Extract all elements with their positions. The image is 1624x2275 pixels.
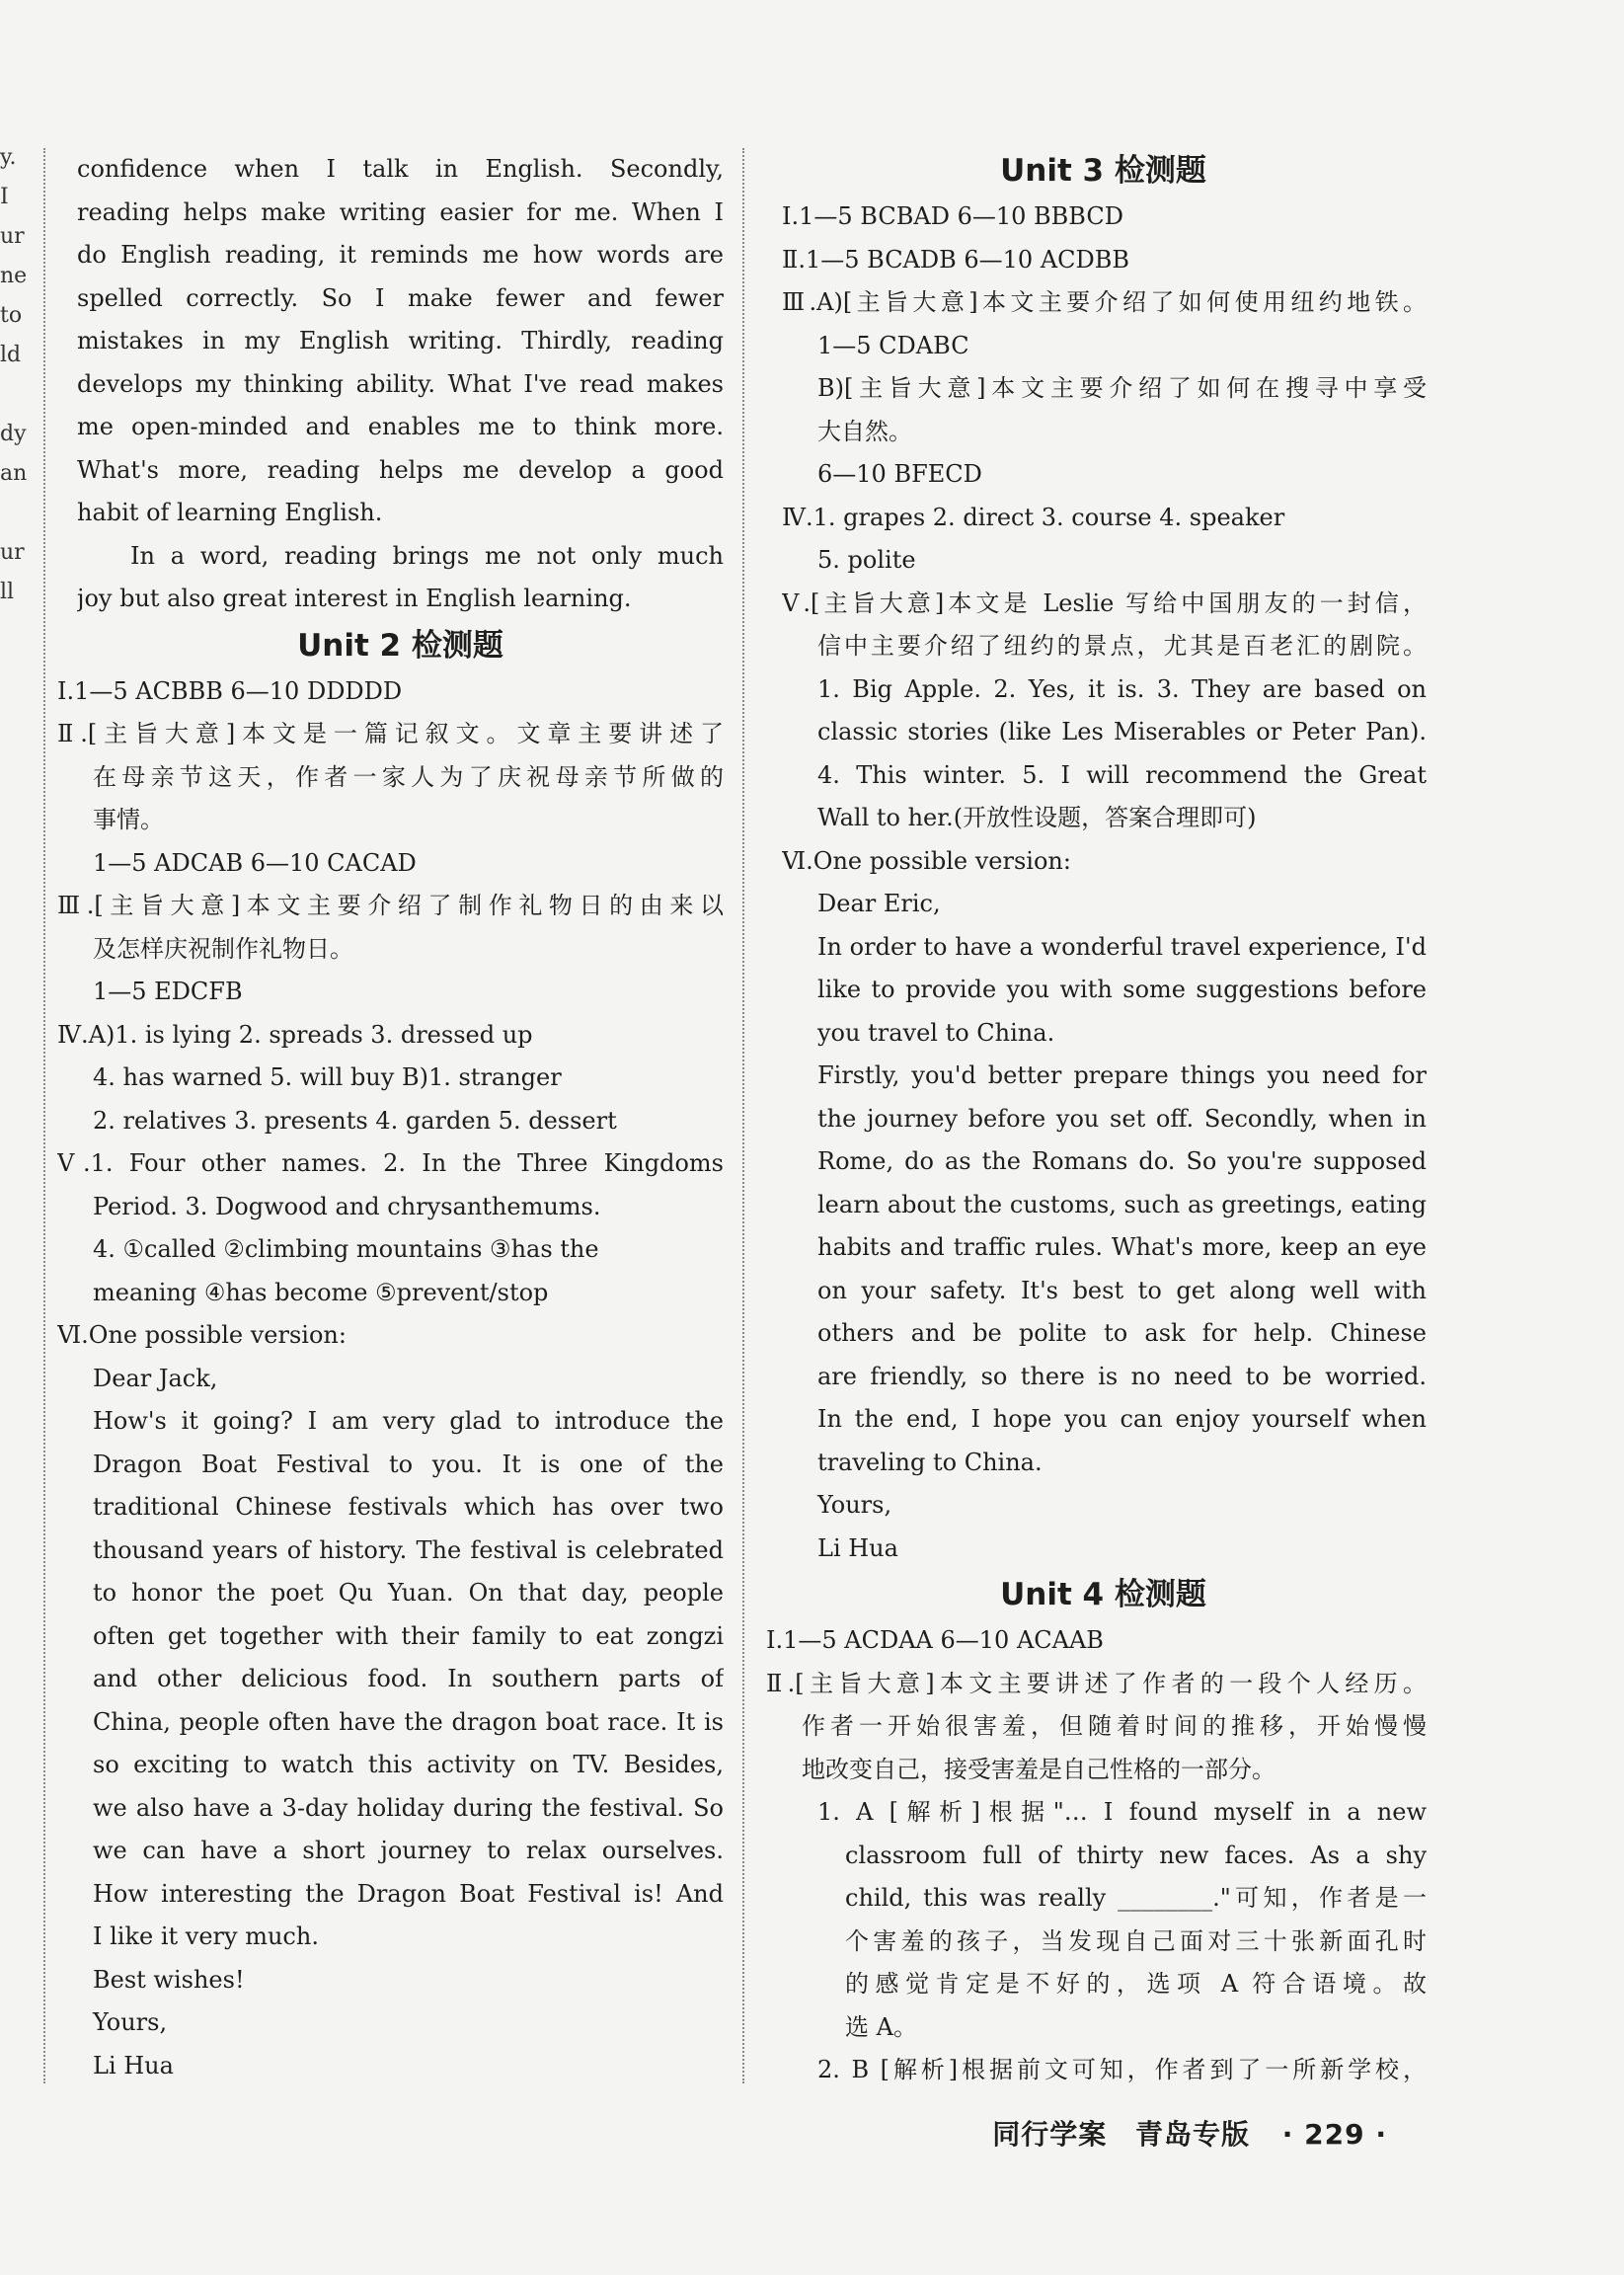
essay-line: joy but also great interest in English learning.	[77, 585, 632, 612]
answer-line: Ⅴ.1. Four other names. 2. In the Three Kingdoms	[57, 1149, 724, 1177]
answer-line: How interesting the Dragon Boat Festival is! And	[93, 1879, 724, 1908]
unit4-title: Unit 4 检测题	[1000, 1577, 1206, 1612]
answer-line: on your safety. It's best to get along well with	[817, 1276, 1427, 1304]
essay-line: habit of learning English.	[77, 499, 383, 526]
unit3-title: Unit 3 检测题	[1000, 153, 1206, 189]
clipped-edge-text	[0, 138, 28, 2113]
answer-line: Wall to her.(开放性设题，答案合理即可)	[817, 804, 1257, 831]
answer-line: Dragon Boat Festival to you. It is one of the	[93, 1450, 724, 1478]
answer-line: like to provide you with some suggestions before	[817, 976, 1427, 1003]
answer-line: you travel to China.	[817, 1018, 1055, 1047]
answer-line: 大自然。	[817, 417, 912, 445]
answer-line: 1—5 ADCAB 6—10 CACAD	[93, 848, 417, 877]
page-footer	[974, 2113, 1387, 2153]
answer-line: child, this was really ________."可知，作者是一	[845, 1884, 1427, 1912]
edge-fragment	[0, 494, 20, 533]
answer-line: 选 A。	[845, 2012, 917, 2041]
answer-line: Yours,	[93, 2008, 168, 2036]
answer-line: to honor the poet Qu Yuan. On that day, people	[93, 1579, 724, 1607]
edition-label: 青岛专版	[1135, 2118, 1251, 2151]
answer-line: Dear Jack,	[93, 1364, 218, 1392]
essay-line: In a word, reading brings me not only much	[130, 541, 724, 570]
column-divider	[742, 148, 744, 2083]
answer-line: thousand years of history. The festival is celebrated	[93, 1535, 724, 1564]
essay-line: mistakes in my English writing. Thirdly, reading	[77, 327, 724, 354]
answer-line: habits and traffic rules. What's more, keep an eye	[817, 1233, 1427, 1261]
answer-line: 的感觉肯定是不好的，选项 A 符合语境。故	[845, 1970, 1427, 1998]
unit2-title: Unit 2 检测题	[297, 627, 503, 664]
edge-fragment: ld	[0, 343, 22, 367]
answer-line: In the end, I hope you can enjoy yourself when	[817, 1405, 1427, 1433]
answer-line: 4. has warned 5. will buy B)1. stranger	[93, 1063, 562, 1091]
edge-fragment: ur	[0, 540, 25, 565]
answer-line: Ⅱ.[主旨大意]本文主要讲述了作者的一段个人经历。	[766, 1669, 1427, 1697]
edge-fragment: y.	[0, 145, 17, 170]
answer-line: 2. relatives 3. presents 4. garden 5. dessert	[93, 1106, 617, 1135]
answer-line: Ⅴ.[主旨大意]本文是 Leslie 写给中国朋友的一封信，	[782, 588, 1427, 617]
edge-fragment: to	[0, 303, 23, 328]
edge-fragment: dy	[0, 422, 27, 446]
left-margin-divider	[43, 148, 45, 2083]
answer-line: we can have a short journey to relax ourselves.	[93, 1837, 724, 1864]
answer-line: Li Hua	[817, 1533, 898, 1562]
answer-line: Firstly, you'd better prepare things you need for	[817, 1061, 1427, 1089]
answer-line: 1. A [解析]根据"… I found myself in a new	[817, 1798, 1427, 1826]
answer-line: traditional Chinese festivals which has over two	[93, 1493, 724, 1521]
right-column	[766, 148, 1427, 2092]
essay-line: me open-minded and enables me to think more.	[77, 413, 724, 440]
answer-line: traveling to China.	[817, 1448, 1043, 1476]
essay-line: do English reading, it reminds me how words are	[77, 241, 724, 269]
answer-line: and other delicious food. In southern parts of	[93, 1665, 724, 1692]
answer-line: 4. ①called ②climbing mountains ③has the	[93, 1235, 599, 1263]
edge-fragment	[0, 375, 20, 415]
essay-line: reading helps make writing easier for me. When I	[77, 197, 724, 226]
answer-line: Li Hua	[93, 2051, 174, 2079]
answer-line: classroom full of thirty new faces. As a shy	[845, 1841, 1427, 1869]
answer-line: classic stories (like Les Miserables or Peter Pan).	[817, 718, 1427, 745]
answer-line: Ⅵ.One possible version:	[782, 846, 1071, 875]
page-number: · 229 ·	[1281, 2118, 1387, 2151]
answer-line: Ⅲ.A)[主旨大意]本文主要介绍了如何使用纽约地铁。	[782, 288, 1427, 316]
answer-line: 及怎样庆祝制作礼物日。	[93, 934, 353, 963]
answer-line: Ⅰ.1—5 ACDAA 6—10 ACAAB	[766, 1626, 1104, 1654]
answer-line: meaning ④has become ⑤prevent/stop	[93, 1278, 549, 1306]
answer-line: Ⅵ.One possible version:	[57, 1321, 347, 1349]
answer-line: Rome, do as the Romans do. So you're supposed	[817, 1147, 1427, 1175]
answer-line: 1—5 EDCFB	[93, 978, 243, 1005]
answer-line: Ⅰ.1—5 BCBAD 6—10 BBBCD	[782, 202, 1123, 230]
answer-line: so exciting to watch this activity on TV. Besides,	[93, 1751, 724, 1778]
answer-line: 5. polite	[817, 546, 916, 574]
answer-line: the journey before you set off. Secondly, when in	[817, 1104, 1427, 1133]
answer-line: In order to have a wonderful travel experience, I'd	[817, 932, 1427, 961]
essay-line: develops my thinking ability. What I've read makes	[77, 369, 724, 398]
answer-line: Ⅳ.1. grapes 2. direct 3. course 4. speaker	[782, 503, 1285, 531]
answer-line: Best wishes!	[93, 1965, 245, 1994]
answer-line: 在母亲节这天，作者一家人为了庆祝母亲节所做的	[93, 762, 724, 791]
answer-line: Ⅳ.A)1. is lying 2. spreads 3. dressed up	[57, 1020, 533, 1049]
answer-line: How's it going? I am very glad to introduce the	[93, 1407, 724, 1435]
answer-line: are friendly, so there is no need to be worried.	[817, 1362, 1427, 1390]
answer-line: 个害羞的孩子，当发现自己面对三十张新面孔时	[845, 1926, 1427, 1955]
answer-line: 信中主要介绍了纽约的景点，尤其是百老汇的剧院。	[817, 632, 1427, 660]
answer-line: I like it very much.	[93, 1922, 319, 1950]
unit4-answers	[766, 1619, 1427, 2092]
essay-line: confidence when I talk in English. Secondly,	[77, 155, 724, 183]
answer-line: Ⅲ.[主旨大意]本文主要介绍了制作礼物日的由来以	[57, 892, 724, 919]
answer-line: 1. Big Apple. 2. Yes, it is. 3. They are based on	[817, 674, 1427, 703]
answer-line: 1—5 CDABC	[817, 331, 969, 359]
answer-line: 4. This winter. 5. I will recommend the Great	[817, 760, 1427, 789]
answer-line: Dear Eric,	[817, 890, 941, 917]
unit3-answers	[782, 196, 1427, 1570]
answer-line: Ⅱ.[主旨大意]本文是一篇记叙文。文章主要讲述了	[57, 720, 724, 747]
answer-line: others and be polite to ask for help. Chinese	[817, 1319, 1427, 1347]
answer-line: B)[主旨大意]本文主要介绍了如何在搜寻中享受	[817, 374, 1427, 402]
edge-fragment: ll	[0, 580, 15, 604]
answer-line: learn about the customs, such as greetings, eating	[817, 1190, 1427, 1218]
answer-line: 2. B [解析]根据前文可知，作者到了一所新学校，	[817, 2056, 1427, 2083]
answer-line: China, people often have the dragon boat race. It is	[93, 1707, 724, 1736]
essay-line: What's more, reading helps me develop a good	[77, 455, 724, 484]
answer-line: often get together with their family to eat zongzi	[93, 1621, 724, 1650]
answer-line: 地改变自己，接受害羞是自己性格的一部分。	[802, 1755, 1276, 1783]
brand-label: 同行学案	[992, 2118, 1108, 2151]
left-column	[57, 148, 724, 2087]
answer-line: Ⅰ.1—5 ACBBB 6—10 DDDDD	[57, 676, 403, 705]
answer-line: Ⅱ.1—5 BCADB 6—10 ACDBB	[782, 245, 1130, 274]
edge-fragment: an	[0, 461, 28, 486]
answer-line: we also have a 3-day holiday during the festival. So	[93, 1793, 724, 1822]
answer-line: 事情。	[93, 806, 164, 833]
answer-line: Yours,	[817, 1491, 892, 1519]
answer-line: 作者一开始很害羞，但随着时间的推移，开始慢慢	[802, 1712, 1427, 1740]
edge-fragment: I	[0, 185, 9, 209]
edge-fragment: ur	[0, 224, 25, 249]
answer-line: Period. 3. Dogwood and chrysanthemums.	[93, 1192, 601, 1220]
essay-line: spelled correctly. So I make fewer and fewer	[77, 283, 724, 312]
unit2-answers	[57, 670, 724, 2088]
answer-line: 6—10 BFECD	[817, 460, 982, 488]
edge-fragment: ne	[0, 264, 28, 288]
